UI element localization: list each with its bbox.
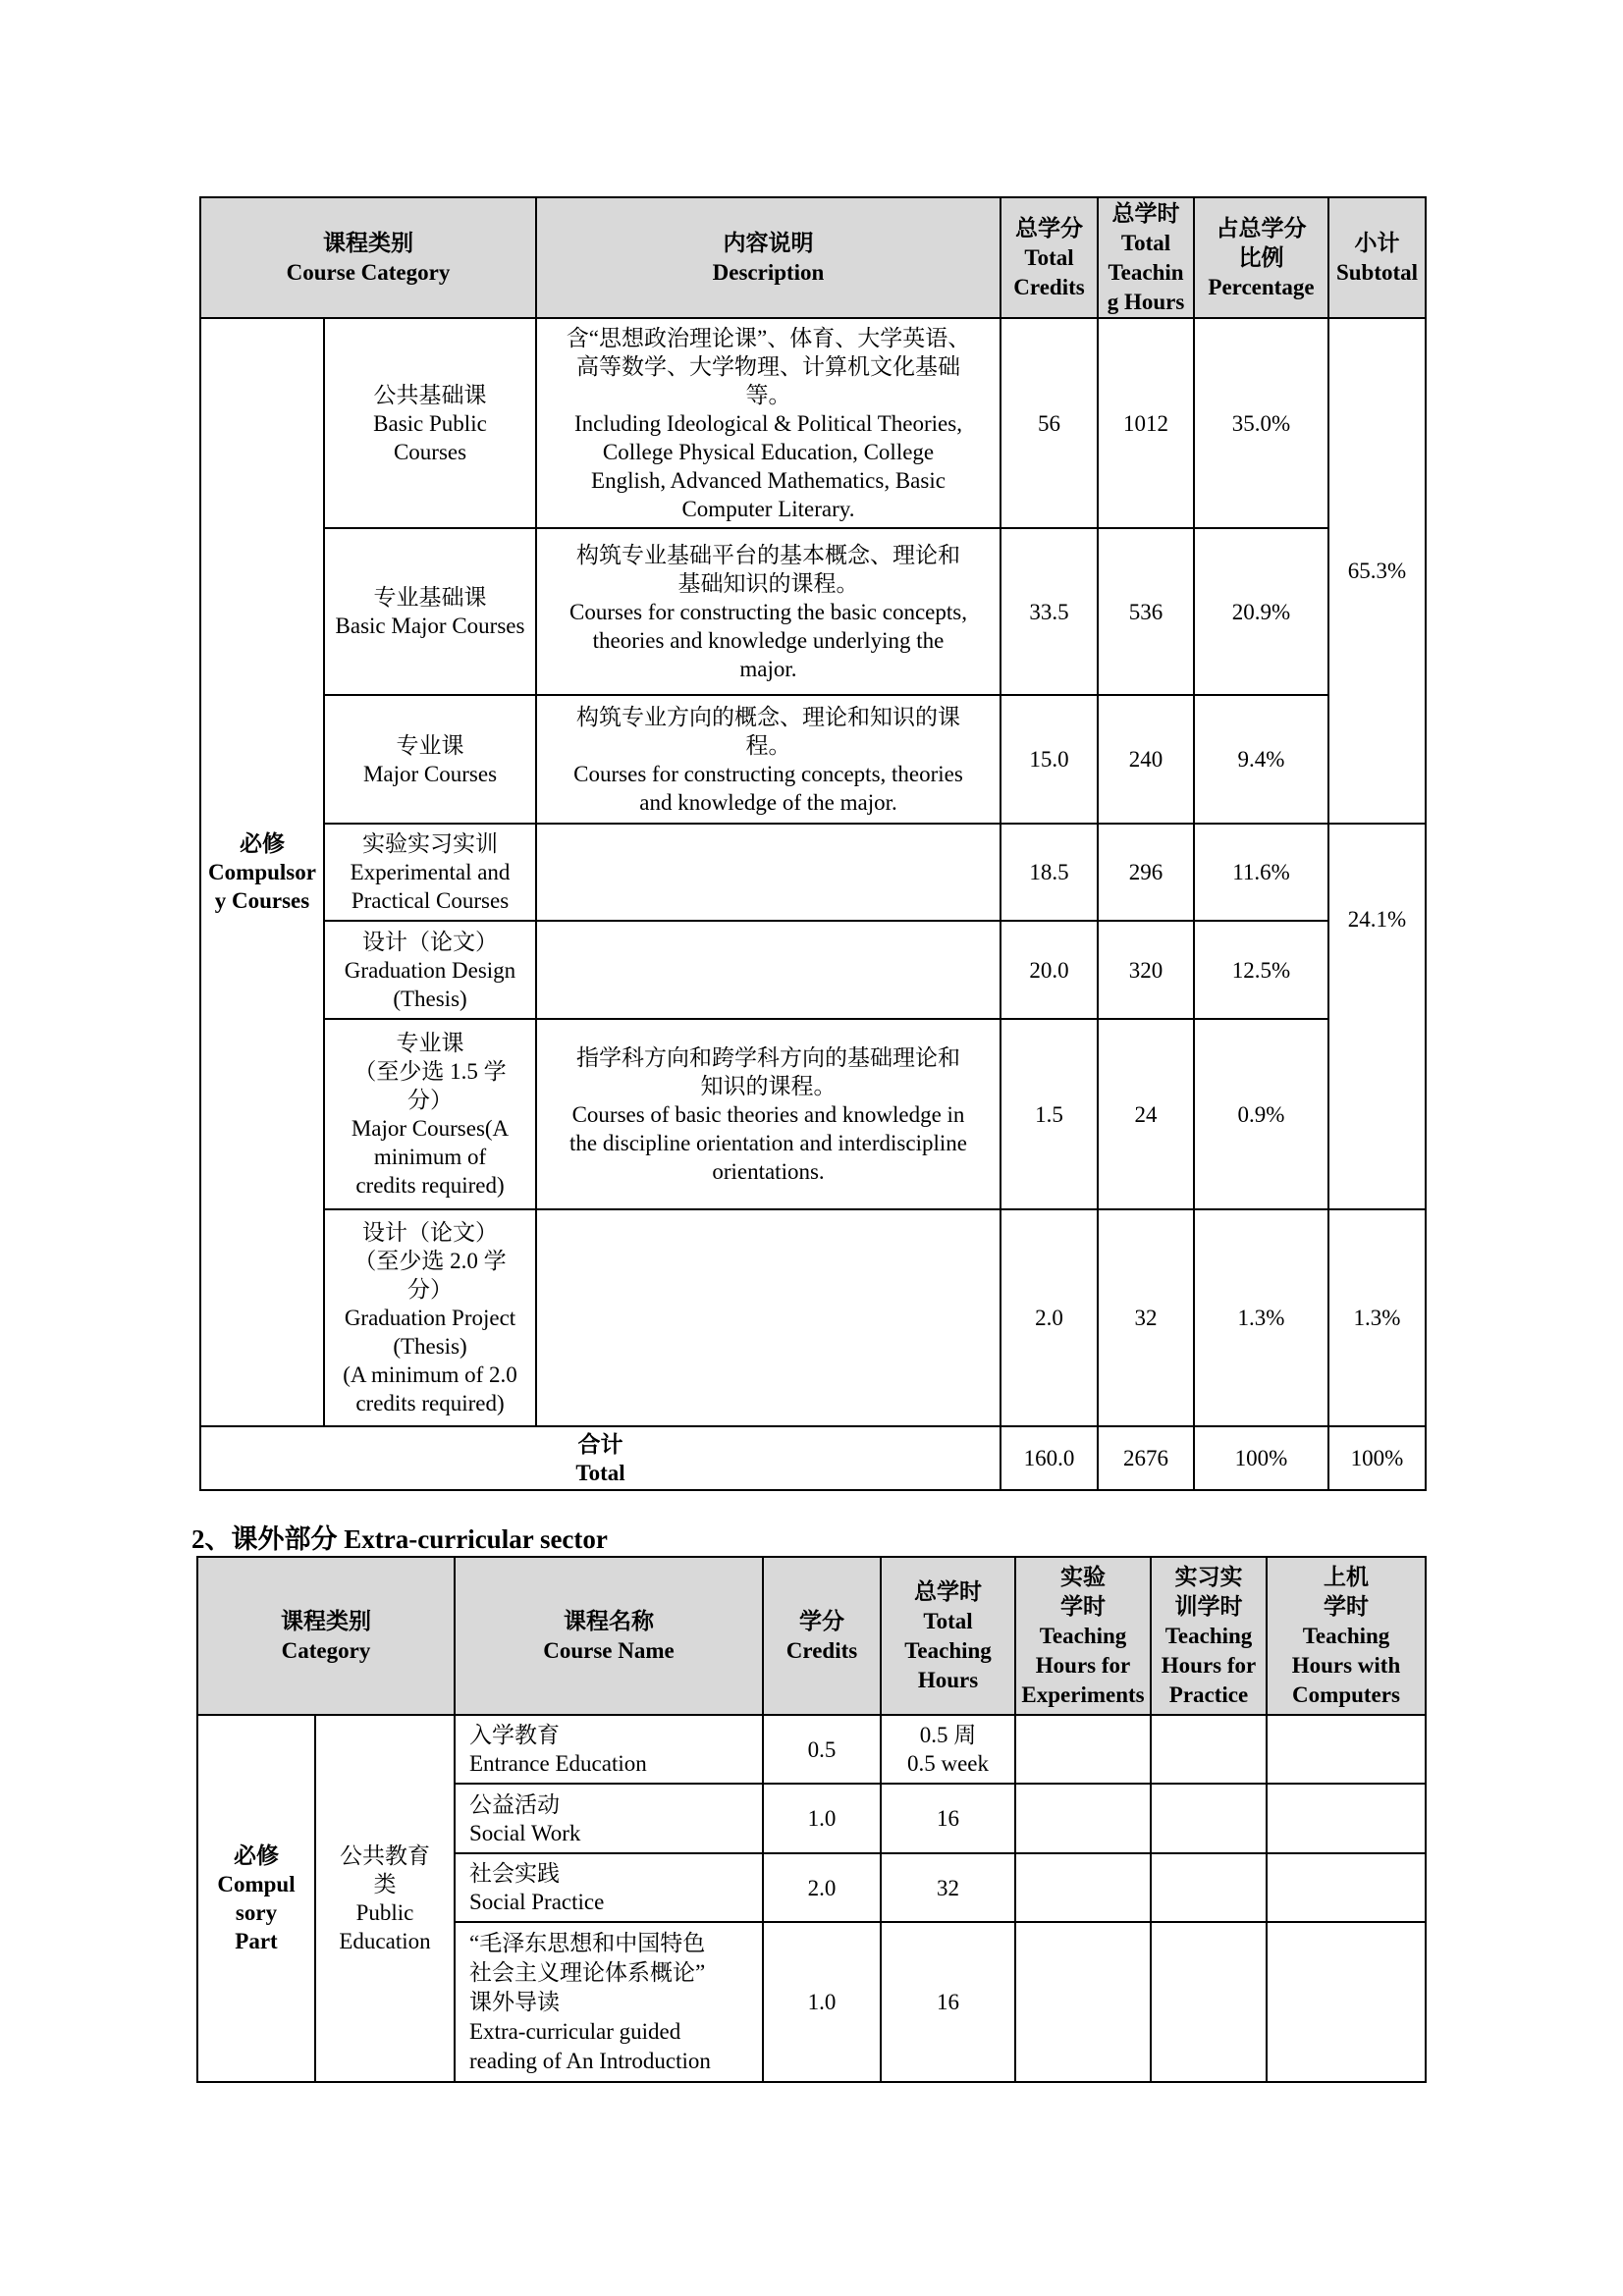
text-line: Total bbox=[1024, 244, 1074, 270]
text-line: Courses bbox=[393, 439, 467, 464]
text-line: 0.5 week bbox=[906, 1751, 990, 1776]
text-line: 基础知识的课程。 bbox=[677, 570, 859, 596]
text-line: the discipline orientation and interdiscipline bbox=[569, 1130, 967, 1155]
text-line: Teaching bbox=[1164, 1623, 1253, 1648]
course-name bbox=[455, 1715, 763, 1784]
row-category bbox=[324, 528, 536, 695]
text-line: Hours for bbox=[1161, 1652, 1257, 1678]
row-description bbox=[536, 318, 1001, 528]
row-description bbox=[536, 528, 1001, 695]
text-line: Compulsor bbox=[208, 860, 316, 884]
text-line: 设计（论文） bbox=[362, 1220, 498, 1245]
row-credits: 1.5 bbox=[1001, 1019, 1098, 1209]
text-line: Teaching bbox=[1302, 1623, 1390, 1648]
text-line: Courses of basic theories and knowledge in bbox=[571, 1101, 965, 1127]
subgroup-public-education bbox=[315, 1715, 455, 2082]
text-line: 知识的课程。 bbox=[700, 1073, 837, 1098]
row-category bbox=[324, 921, 536, 1019]
text-line: Graduation Project bbox=[344, 1306, 516, 1330]
course-credits: 1.0 bbox=[763, 1784, 881, 1853]
text-line: Practice bbox=[1168, 1682, 1249, 1707]
header-total-credits bbox=[1001, 197, 1098, 318]
table2-header-row bbox=[197, 1557, 1426, 1715]
text-line: 实验实习实训 bbox=[362, 831, 498, 856]
text-line: 等。 bbox=[745, 382, 791, 407]
text-line: Basic Public bbox=[373, 410, 487, 436]
text-line: 公共教育 bbox=[340, 1843, 430, 1868]
text-line: 课程类别 bbox=[323, 230, 413, 255]
text-line: “毛泽东思想和中国特色 bbox=[469, 1930, 706, 1955]
course-credits: 2.0 bbox=[763, 1853, 881, 1922]
text-line: Subtotal bbox=[1335, 259, 1419, 285]
text-line: 必修 bbox=[234, 1843, 279, 1868]
course-experiment-hours bbox=[1015, 1715, 1151, 1784]
course-computer-hours bbox=[1267, 1715, 1426, 1784]
text-line: 比例 bbox=[1238, 244, 1284, 270]
header-total-teaching-hours bbox=[881, 1557, 1015, 1715]
text-line: 社会实践 bbox=[469, 1861, 560, 1886]
header-credits bbox=[763, 1557, 881, 1715]
row-percentage: 1.3% bbox=[1194, 1209, 1328, 1426]
course-name bbox=[455, 1784, 763, 1853]
header-experiment-hours bbox=[1015, 1557, 1151, 1715]
course-hours bbox=[881, 1715, 1015, 1784]
text-line: credits required) bbox=[355, 1391, 505, 1415]
text-line: Total bbox=[575, 1460, 625, 1485]
row-description bbox=[536, 1209, 1001, 1426]
row-description bbox=[536, 1019, 1001, 1209]
table-row bbox=[200, 824, 1426, 921]
subtotal-cell: 24.1% bbox=[1328, 824, 1426, 1209]
course-experiment-hours bbox=[1015, 1853, 1151, 1922]
text-line: 设计（论文） bbox=[362, 929, 498, 954]
text-line: 含“思想政治理论课”、体育、大学英语、 bbox=[566, 325, 971, 350]
text-line: Teaching bbox=[904, 1637, 992, 1663]
text-line: 总学时 bbox=[1111, 200, 1180, 226]
total-hours: 2676 bbox=[1098, 1426, 1194, 1490]
header-course-category bbox=[200, 197, 536, 318]
row-credits: 56 bbox=[1001, 318, 1098, 528]
extracurricular-table bbox=[196, 1556, 1427, 2083]
text-line: 构筑专业基础平台的基本概念、理论和 bbox=[576, 542, 960, 567]
text-line: College Physical Education, College bbox=[602, 439, 935, 464]
table-row bbox=[197, 1715, 1426, 1784]
text-line: 社会主义理论体系概论” bbox=[469, 1959, 706, 1985]
row-hours: 1012 bbox=[1098, 318, 1194, 528]
text-line: Courses for constructing the basic concepts, bbox=[569, 599, 967, 624]
text-line: 课程名称 bbox=[564, 1608, 654, 1633]
course-computer-hours bbox=[1267, 1853, 1426, 1922]
course-name bbox=[455, 1853, 763, 1922]
text-line: minimum of bbox=[373, 1145, 487, 1169]
text-line: Total bbox=[923, 1608, 973, 1633]
header-category bbox=[197, 1557, 455, 1715]
text-line: Experimental and bbox=[350, 860, 511, 884]
total-subtotal: 100% bbox=[1328, 1426, 1426, 1490]
text-line: Course Name bbox=[543, 1637, 675, 1663]
text-line: Total bbox=[1120, 230, 1171, 255]
text-line: 内容说明 bbox=[723, 230, 814, 255]
text-line: Hours bbox=[917, 1667, 979, 1692]
text-line: 专业基础课 bbox=[373, 585, 487, 610]
text-line: 公共基础课 bbox=[373, 382, 487, 407]
course-practice-hours bbox=[1151, 1853, 1267, 1922]
text-line: Practical Courses bbox=[351, 888, 510, 913]
row-credits: 18.5 bbox=[1001, 824, 1098, 921]
text-line: （至少选 1.5 学 bbox=[353, 1059, 507, 1084]
text-line: 学时 bbox=[1324, 1593, 1369, 1619]
row-hours: 32 bbox=[1098, 1209, 1194, 1426]
course-computer-hours bbox=[1267, 1922, 1426, 2082]
subtotal-cell: 65.3% bbox=[1328, 318, 1426, 824]
text-line: orientations. bbox=[712, 1158, 825, 1184]
text-line: 学时 bbox=[1060, 1593, 1106, 1619]
text-line: 高等数学、大学物理、计算机文化基础 bbox=[576, 353, 960, 379]
row-percentage: 9.4% bbox=[1194, 695, 1328, 824]
row-category bbox=[324, 318, 536, 528]
header-total-hours bbox=[1098, 197, 1194, 318]
course-structure-table bbox=[199, 196, 1427, 1491]
table-row bbox=[200, 528, 1426, 695]
course-credits: 0.5 bbox=[763, 1715, 881, 1784]
row-description bbox=[536, 695, 1001, 824]
text-line: Category bbox=[281, 1637, 371, 1663]
table-row bbox=[200, 921, 1426, 1019]
text-line: Compul bbox=[217, 1872, 296, 1896]
text-line: 32 bbox=[937, 1875, 959, 1900]
course-hours bbox=[881, 1784, 1015, 1853]
text-line: 实验 bbox=[1060, 1564, 1106, 1589]
text-line: (Thesis) bbox=[393, 1334, 467, 1359]
course-experiment-hours bbox=[1015, 1784, 1151, 1853]
header-computer-hours bbox=[1267, 1557, 1426, 1715]
text-line: Description bbox=[712, 259, 825, 285]
table-row bbox=[200, 1209, 1426, 1426]
text-line: 总学分 bbox=[1015, 215, 1083, 240]
row-hours: 320 bbox=[1098, 921, 1194, 1019]
text-line: 分） bbox=[407, 1277, 453, 1302]
text-line: 必修 bbox=[240, 831, 285, 856]
text-line: 上机 bbox=[1324, 1564, 1369, 1589]
text-line: Courses for constructing concepts, theories bbox=[573, 761, 963, 786]
text-line: 实习实 bbox=[1174, 1564, 1243, 1589]
course-credits: 1.0 bbox=[763, 1922, 881, 2082]
text-line: Part bbox=[235, 1929, 278, 1953]
text-line: major. bbox=[739, 656, 797, 681]
text-line: Public bbox=[355, 1900, 414, 1925]
text-line: Hours with bbox=[1291, 1652, 1401, 1678]
text-line: credits required) bbox=[355, 1173, 505, 1198]
row-percentage: 20.9% bbox=[1194, 528, 1328, 695]
course-hours bbox=[881, 1853, 1015, 1922]
row-percentage: 11.6% bbox=[1194, 824, 1328, 921]
text-line: 专业课 bbox=[396, 732, 464, 758]
course-practice-hours bbox=[1151, 1784, 1267, 1853]
table-row bbox=[200, 695, 1426, 824]
header-percentage bbox=[1194, 197, 1328, 318]
row-hours: 24 bbox=[1098, 1019, 1194, 1209]
header-course-name bbox=[455, 1557, 763, 1715]
text-line: and knowledge of the major. bbox=[639, 789, 897, 815]
text-line: (A minimum of 2.0 bbox=[343, 1362, 517, 1387]
row-credits: 33.5 bbox=[1001, 528, 1098, 695]
table-row bbox=[200, 318, 1426, 528]
course-name bbox=[455, 1922, 763, 2082]
text-line: Hours for bbox=[1035, 1652, 1131, 1678]
text-line: 总学时 bbox=[914, 1578, 982, 1604]
text-line: 课外导读 bbox=[469, 1989, 560, 2014]
text-line: 专业课 bbox=[396, 1031, 464, 1055]
text-line: Computer Literary. bbox=[681, 496, 855, 521]
total-label bbox=[200, 1426, 1001, 1490]
row-category bbox=[324, 695, 536, 824]
text-line: 公益活动 bbox=[469, 1791, 560, 1817]
row-credits: 15.0 bbox=[1001, 695, 1098, 824]
text-line: Course Category bbox=[286, 259, 451, 285]
table-row bbox=[200, 1019, 1426, 1209]
text-line: 占总学分 bbox=[1216, 215, 1307, 240]
header-description bbox=[536, 197, 1001, 318]
text-line: 构筑专业方向的概念、理论和知识的课 bbox=[576, 704, 960, 729]
row-description bbox=[536, 824, 1001, 921]
text-line: 合计 bbox=[577, 1431, 623, 1457]
text-line: Basic Major Courses bbox=[335, 614, 525, 638]
text-line: Social Practice bbox=[469, 1890, 605, 1914]
subtotal-cell: 1.3% bbox=[1328, 1209, 1426, 1426]
text-line: theories and knowledge underlying the bbox=[592, 627, 945, 653]
text-line: Social Work bbox=[469, 1820, 581, 1845]
row-percentage: 35.0% bbox=[1194, 318, 1328, 528]
text-line: 类 bbox=[373, 1872, 397, 1896]
row-percentage: 0.9% bbox=[1194, 1019, 1328, 1209]
text-line: 小计 bbox=[1354, 230, 1400, 255]
text-line: 程。 bbox=[745, 732, 791, 758]
row-percentage: 12.5% bbox=[1194, 921, 1328, 1019]
row-credits: 20.0 bbox=[1001, 921, 1098, 1019]
total-row bbox=[200, 1426, 1426, 1490]
text-line: 16 bbox=[937, 1806, 959, 1831]
text-line: Education bbox=[339, 1929, 431, 1953]
row-category bbox=[324, 1019, 536, 1209]
row-category bbox=[324, 824, 536, 921]
total-credits: 160.0 bbox=[1001, 1426, 1098, 1490]
section-title-extracurricular: 2、课外部分 Extra-curricular sector bbox=[191, 1524, 608, 1554]
group-compulsory-part bbox=[197, 1715, 315, 2082]
course-hours bbox=[881, 1922, 1015, 2082]
course-practice-hours bbox=[1151, 1922, 1267, 2082]
text-line: Extra-curricular guided bbox=[469, 2018, 681, 2044]
text-line: Entrance Education bbox=[469, 1751, 647, 1776]
text-line: Including Ideological & Political Theories, bbox=[574, 410, 962, 436]
group-compulsory-courses bbox=[200, 318, 324, 1426]
row-hours: 240 bbox=[1098, 695, 1194, 824]
text-line: sory bbox=[235, 1900, 278, 1925]
row-hours: 536 bbox=[1098, 528, 1194, 695]
course-experiment-hours bbox=[1015, 1922, 1151, 2082]
text-line: 分） bbox=[407, 1088, 453, 1112]
header-subtotal bbox=[1328, 197, 1426, 318]
course-practice-hours bbox=[1151, 1715, 1267, 1784]
row-category bbox=[324, 1209, 536, 1426]
text-line: Credits bbox=[1013, 274, 1085, 299]
text-line: reading of An Introduction bbox=[469, 2048, 711, 2073]
text-line: 学分 bbox=[799, 1608, 844, 1633]
text-line: Credits bbox=[785, 1637, 858, 1663]
table1-header-row bbox=[200, 197, 1426, 318]
row-description bbox=[536, 921, 1001, 1019]
text-line: Teaching bbox=[1039, 1623, 1127, 1648]
text-line: English, Advanced Mathematics, Basic bbox=[591, 467, 946, 493]
row-hours: 296 bbox=[1098, 824, 1194, 921]
row-credits: 2.0 bbox=[1001, 1209, 1098, 1426]
text-line: 入学教育 bbox=[469, 1723, 560, 1747]
text-line: 训学时 bbox=[1174, 1593, 1243, 1619]
total-percentage: 100% bbox=[1194, 1426, 1328, 1490]
text-line: 0.5 周 bbox=[919, 1723, 977, 1747]
text-line: Graduation Design bbox=[344, 957, 516, 983]
text-line: (Thesis) bbox=[393, 986, 467, 1011]
course-computer-hours bbox=[1267, 1784, 1426, 1853]
text-line: 课程类别 bbox=[281, 1608, 371, 1633]
text-line: Percentage bbox=[1208, 274, 1315, 299]
text-line: Computers bbox=[1292, 1682, 1400, 1707]
text-line: Experiments bbox=[1021, 1682, 1145, 1707]
text-line: （至少选 2.0 学 bbox=[353, 1249, 507, 1273]
text-line: Teachin bbox=[1108, 259, 1184, 285]
text-line: 指学科方向和跨学科方向的基础理论和 bbox=[576, 1044, 960, 1070]
text-line: Major Courses(A bbox=[351, 1116, 510, 1141]
text-line: g Hours bbox=[1107, 289, 1185, 314]
text-line: 16 bbox=[937, 1990, 959, 2014]
header-practice-hours bbox=[1151, 1557, 1267, 1715]
text-line: y Courses bbox=[214, 888, 310, 913]
text-line: Major Courses bbox=[362, 761, 498, 786]
